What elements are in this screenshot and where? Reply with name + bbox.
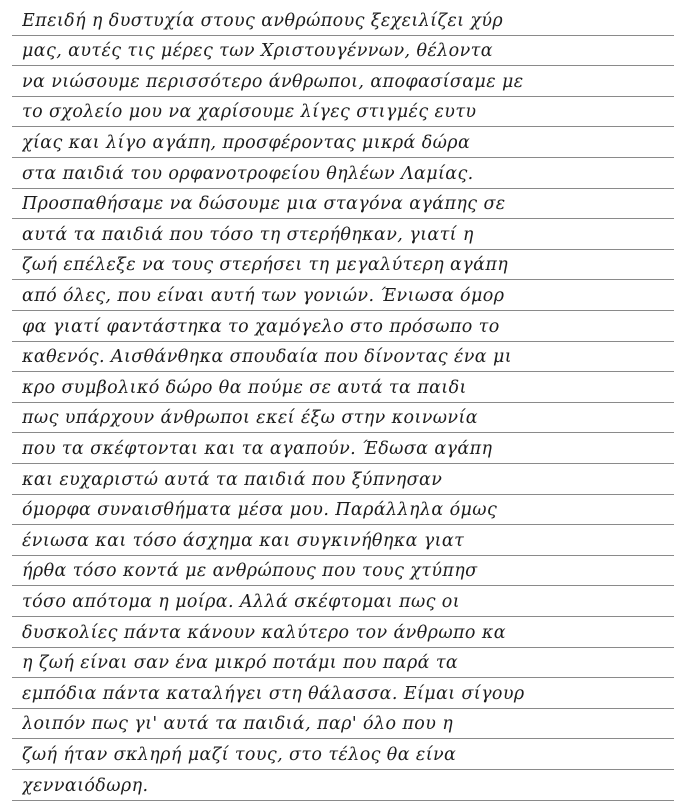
text-line: το σχολείο μου να χαρίσουμε λίγες στιγμές ευτυ (22, 102, 477, 123)
text-line: δυσκολίες πάντα κάνουν καλύτερο τον άνθρωπο κα (22, 622, 506, 643)
text-line: ζωή ήταν σκληρή μαζί τους, στο τέλος θα είνα (22, 745, 457, 765)
text-line: πως υπάρχουν άνθρωποι εκεί έξω στην κοινωνία (22, 408, 478, 429)
text-line: χίας και λίγο αγάπη, προσφέροντας μικρά δώρα (22, 133, 471, 153)
text-line: εμπόδια πάντα καταλήγει στη θάλασσα. Είμαι σίγουρ (22, 683, 525, 704)
text-line: Επειδή η δυστυχία στους ανθρώπους ξεχειλίζει χύρ (22, 10, 504, 31)
text-line: που τα σκέφτονται και τα αγαπούν. Έδωσα αγάπη (22, 439, 493, 459)
text-line: τόσο απότομα η μοίρα. Αλλά σκέφτομαι πως οι (22, 592, 460, 612)
text-line: στα παιδιά του ορφανοτροφείου θηλέων Λαμίας. (22, 163, 474, 184)
text-line: κρο συμβολικό δώρο θα πούμε σε αυτά τα παιδι (22, 377, 467, 398)
text-line: ήρθα τόσο κοντά με ανθρώπους που τους χτύπησ (22, 561, 478, 582)
text-line: και ευχαριστώ αυτά τα παιδιά που ξύπνησαν (22, 469, 443, 490)
text-line: να νιώσουμε περισσότερο άνθρωποι, αποφασίσαμε με (22, 71, 524, 92)
text-line: καθενός. Αισθάνθηκα σπουδαία που δίνοντας ένα μι (22, 347, 513, 368)
text-line: η ζωή είναι σαν ένα μικρό ποτάμι που παρά τα (22, 653, 459, 674)
text-line: μας, αυτές τις μέρες των Χριστουγέννων, θέλοντα (22, 41, 493, 62)
text-line: φα γιατί φαντάστηκα το χαμόγελο στο πρόσωπο το (22, 316, 500, 337)
text-line: χενναιόδωρη. (22, 775, 149, 796)
text-line: Προσπαθήσαμε να δώσουμε μια σταγόνα αγάπης σε (22, 194, 506, 215)
text-line: από όλες, που είναι αυτή των γονιών. Ένιωσα όμορ (22, 286, 505, 306)
text-line: λοιπόν πως γι' αυτά τα παιδιά, παρ' όλο που η (22, 714, 454, 735)
text-line: όμορφα συναισθήματα μέσα μου. Παράλληλα όμως (22, 500, 498, 521)
text-line: ζωή επέλεξε να τους στερήσει τη μεγαλύτερη αγάπη (22, 255, 509, 276)
text-line: ένιωσα και τόσο άσχημα και συγκινήθηκα γιατ (22, 530, 465, 551)
text-line: αυτά τα παιδιά που τόσο τη στερήθηκαν, γιατί η (22, 224, 474, 245)
